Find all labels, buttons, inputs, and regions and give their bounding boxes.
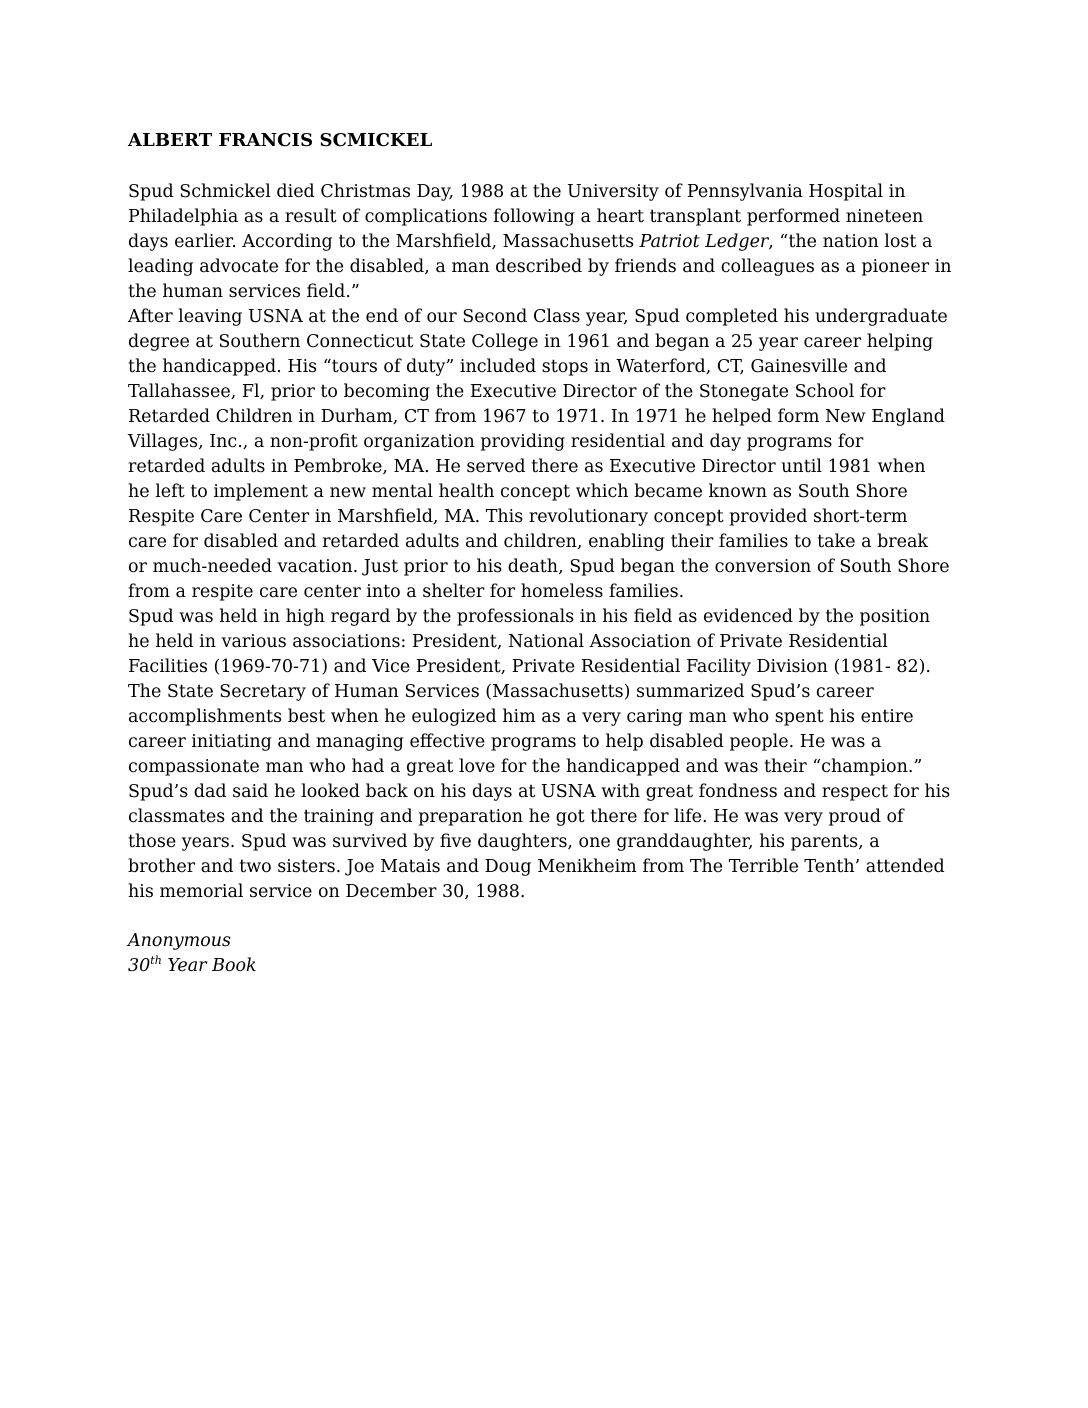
text-line: the handicapped. His “tours of duty” included stops in Waterford, CT, Gainesville and [128,357,887,377]
text-span: days earlier. According to the Marshfield, Massachusetts [128,232,640,252]
signature-source [128,954,257,979]
book-title: Year Book [161,956,257,976]
text-line: Philadelphia as a result of complications following a heart transplant performed nineteen [128,207,924,227]
text-line: Spud’s dad said he looked back on his days at USNA with great fondness and respect for his [128,782,951,802]
text-line: Villages, Inc., a non-profit organization providing residential and day programs for [128,432,864,452]
text-line: Spud Schmickel died Christmas Day, 1988 at the University of Pennsylvania Hospital in [128,182,906,202]
text-line [128,230,968,255]
text-line: brother and two sisters. Joe Matais and Doug Menikheim from The Terrible Tenth’ attended [128,857,945,877]
text-line: The State Secretary of Human Services (Massachusetts) summarized Spud’s career [128,682,874,702]
signature-author: Anonymous [128,931,231,951]
text-line: degree at Southern Connecticut State College in 1961 and began a 25 year career helping [128,332,934,352]
publication-name: Patriot Ledger [639,232,769,252]
text-line: accomplishments best when he eulogized him as a very caring man who spent his entire [128,707,914,727]
text-line: care for disabled and retarded adults and children, enabling their families to take a break [128,532,929,552]
text-line: Retarded Children in Durham, CT from 1967 to 1971. In 1971 he helped form New England [128,407,945,427]
text-line: those years. Spud was survived by five daughters, one granddaughter, his parents, a [128,832,880,852]
text-line: career initiating and managing effective programs to help disabled people. He was a [128,732,882,752]
text-line: compassionate man who had a great love for the handicapped and was their “champion.” [128,757,923,777]
text-line: Respite Care Center in Marshfield, MA. This revolutionary concept provided short-term [128,507,908,527]
text-line: he left to implement a new mental health concept which became known as South Shore [128,482,908,502]
text-line: classmates and the training and preparation he got there for life. He was very proud of [128,807,904,827]
text-line: After leaving USNA at the end of our Second Class year, Spud completed his undergraduate [128,307,948,327]
text-span: , “the nation lost a [768,232,933,252]
book-ordinal-suffix: th [150,954,162,968]
text-line: his memorial service on December 30, 1988. [128,882,526,902]
text-line: Spud was held in high regard by the professionals in his field as evidenced by the position [128,607,931,627]
text-line: the human services field.” [128,282,360,302]
text-line: Facilities (1969-70-71) and Vice President, Private Residential Facility Division (1981- 82). [128,657,931,677]
signature-block [128,929,257,979]
document-body [128,180,968,905]
document-title: ALBERT FRANCIS SCMICKEL [128,130,433,151]
book-number: 30 [128,956,151,976]
text-line: retarded adults in Pembroke, MA. He served there as Executive Director until 1981 when [128,457,926,477]
text-line: he held in various associations: President, National Association of Private Residential [128,632,888,652]
text-line: Tallahassee, Fl, prior to becoming the Executive Director of the Stonegate School for [128,382,886,402]
text-line: or much-needed vacation. Just prior to his death, Spud began the conversion of South Shore [128,557,950,577]
text-line: from a respite care center into a shelter for homeless families. [128,582,685,602]
text-line: leading advocate for the disabled, a man described by friends and colleagues as a pioneer in [128,257,952,277]
